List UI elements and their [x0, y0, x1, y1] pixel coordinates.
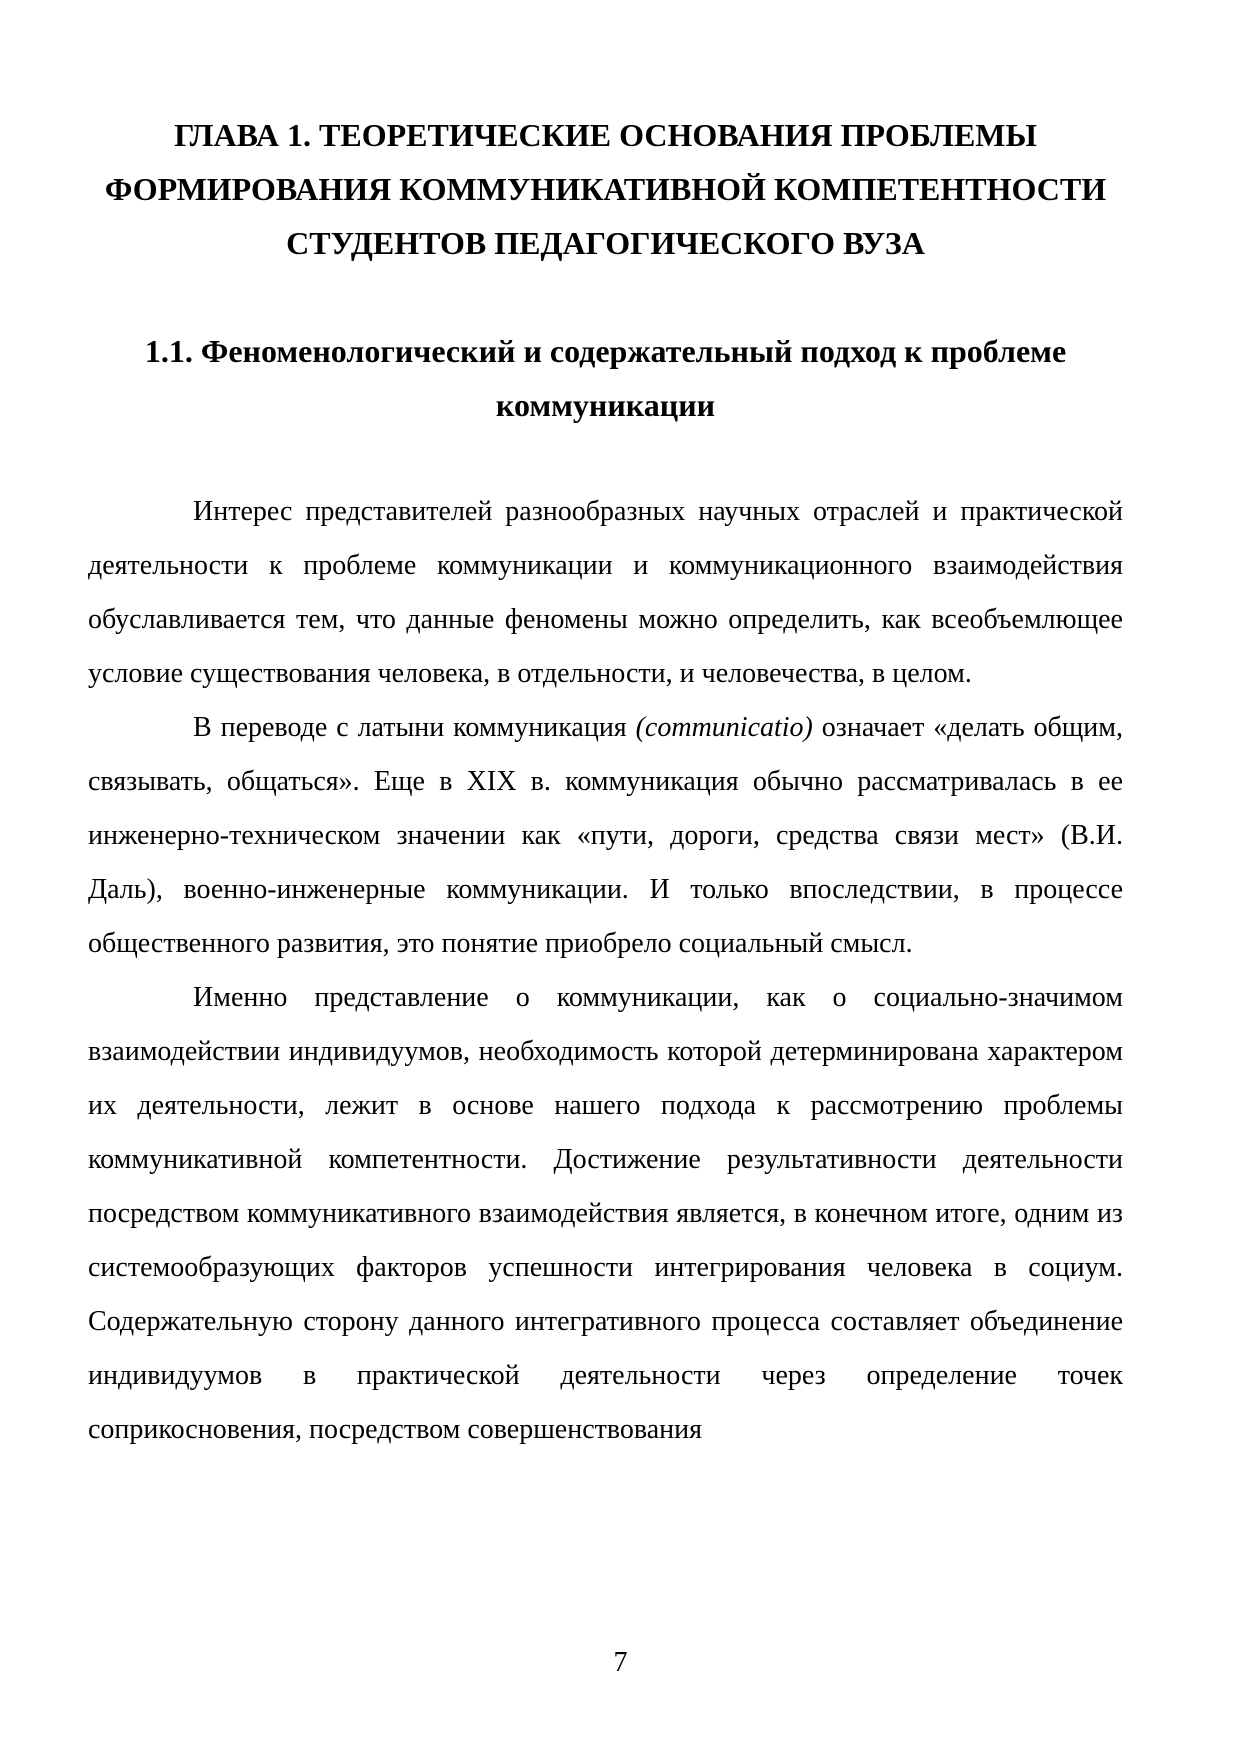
chapter-heading-line-1: ГЛАВА 1. ТЕОРЕТИЧЕСКИЕ ОСНОВАНИЯ ПРОБЛЕМЫ: [174, 117, 1037, 153]
section-heading-line-2: коммуникации: [495, 387, 716, 423]
paragraph-1: [88, 485, 1123, 701]
paragraph-3: [88, 971, 1123, 1457]
paragraph-2: [88, 701, 1123, 971]
paragraph-3-text: Именно представление о коммуникации, как о социально-значимом взаимодействии индивидуумов, необходимость которой детерминирована характером их деятельности, лежит в основе нашего подхода к рассмотрению проблемы коммуникативной компетентности. Достижение результативности деятельности посредством коммуникативного взаимодействия является, в конечном итоге, одним из системообразующих факторов успешности интегрирования человека в социум. Содержательную сторону данного интегративного процесса составляет объединение индивидуумов в практической деятельности через определение точек соприкосновения, посредством совершенствования: [88, 982, 1123, 1445]
paragraph-1-text: Интерес представителей разнообразных научных отраслей и практической деятельности к проблеме коммуникации и коммуникационного взаимодействия обуславливается тем, что данные феномены можно определить, как всеобъемлющее условие существования человека, в отдельности, и человечества, в целом.: [88, 496, 1123, 689]
body-text: [88, 485, 1123, 1457]
section-heading-line-1: 1.1. Феноменологический и содержательный подход к проблеме: [144, 333, 1067, 369]
chapter-heading-line-3: СТУДЕНТОВ ПЕДАГОГИЧЕСКОГО ВУЗА: [286, 225, 925, 261]
paragraph-2-text-before: В переводе с латыни коммуникация: [193, 712, 636, 743]
section-heading: [88, 324, 1123, 432]
paragraph-2-text-after: означает «делать общим, связывать, общаться». Еще в XIX в. коммуникация обычно рассматривалась в ее инженерно-техническом значении как «пути, дороги, средства связи мест» (В.И. Даль), военно-инженерные коммуникации. И только впоследствии, в процессе общественного развития, это понятие приобрело социальный смысл.: [88, 712, 1124, 959]
page-number: 7: [613, 1647, 628, 1678]
page-content: [0, 108, 1241, 1457]
chapter-heading: [88, 108, 1123, 270]
latin-term-italic: (communicatio): [635, 712, 813, 743]
chapter-heading-line-2: ФОРМИРОВАНИЯ КОММУНИКАТИВНОЙ КОМПЕТЕНТНОСТИ: [104, 171, 1107, 207]
